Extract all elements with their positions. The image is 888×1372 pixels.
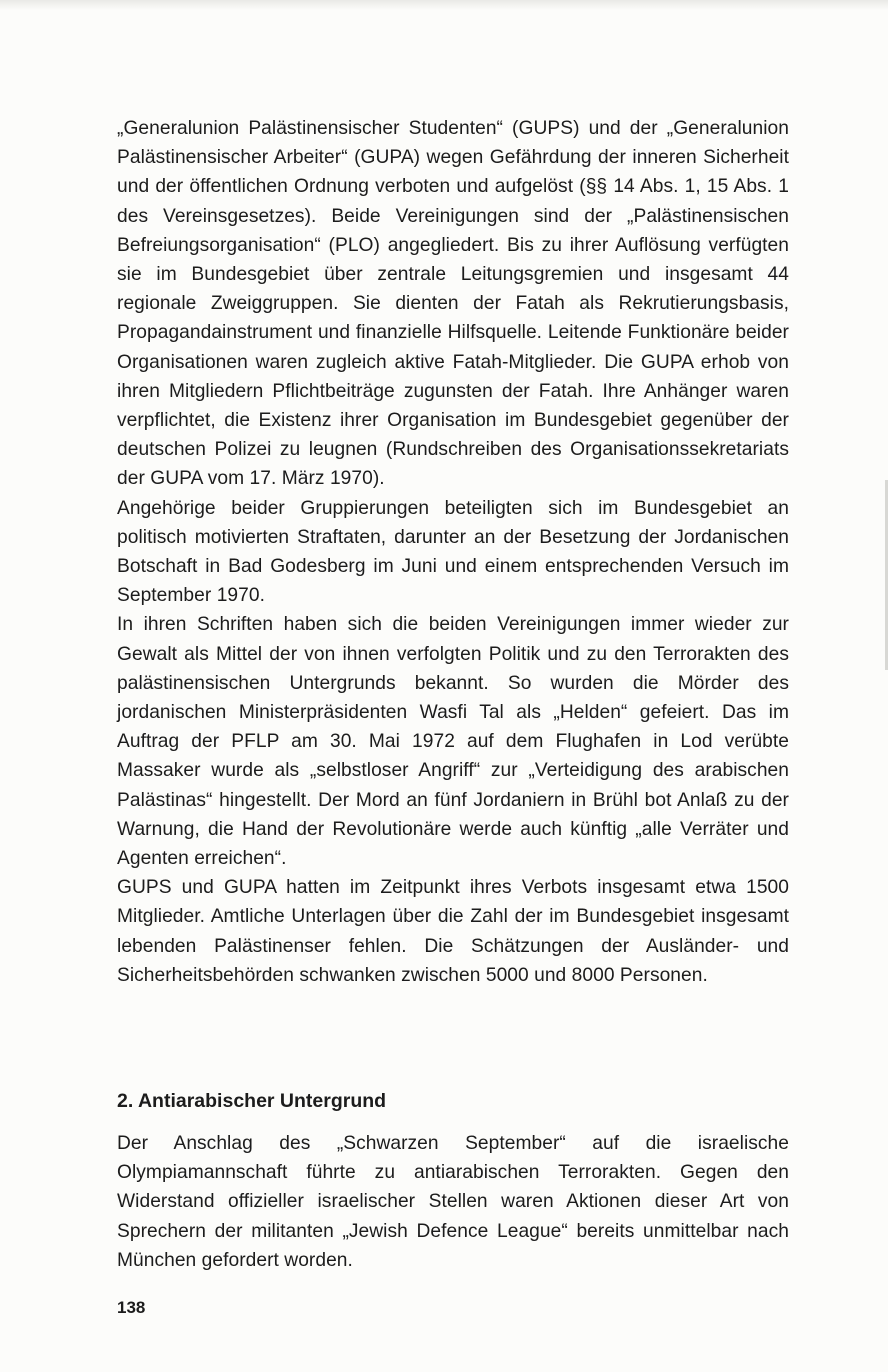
- page-number: 138: [117, 1298, 146, 1317]
- scan-edge-top: [0, 0, 888, 10]
- section-heading: 2. Antiarabischer Untergrund: [117, 1090, 387, 1112]
- paragraph-gups-gupa-ban: „Generalunion Palästinensischer Studenten“ (GUPS) und der „Generalunion Palästinensischer Arbeiter“ (GUPA) wegen Gefährdung der inneren Sicherheit und der öffentlichen Ordnung verboten und aufgelöst (§§ 14 Abs. 1, 15 Abs. 1 des Vereinsgesetzes). Beide Vereinigungen sind der „Palästinensischen Befreiungsorganisation“ (PLO) angegliedert. Bis zu ihrer Auflösung verfügten sie im Bundesgebiet über zentrale Leitungsgremien und insgesamt 44 regionale Zweiggruppen. Sie dienten der Fatah als Rekrutierungsbasis, Propagandainstrument und finanzielle Hilfsquelle. Leitende Funktionäre beider Organisationen waren zugleich aktive Fatah-Mitglieder. Die GUPA erhob von ihren Mitgliedern Pflichtbeiträge zugunsten der Fatah. Ihre Anhänger waren verpflichtet, die Existenz ihrer Organisation im Bundesgebiet gegenüber der deutschen Polizei zu leugnen (Rundschreiben des Organisationssekretariats der GUPA vom 17. März 1970).: [117, 118, 789, 490]
- paragraph-anti-arab: Der Anschlag des „Schwarzen September“ auf die israelische Olympiamannschaft führte zu antiarabischen Terrorakten. Gegen den Widerstand offizieller israelischer Stellen waren Aktionen dieser Art von Sprechern der militanten „Jewish Defence League“ bereits unmittelbar nach München gefordert worden.: [117, 1133, 789, 1271]
- paragraph-violence: In ihren Schriften haben sich die beiden Vereinigungen immer wieder zur Gewalt als Mittel der von ihnen verfolgten Politik und zu den Terrorakten des palästinensischen Untergrunds bekannt. So wurden die Mörder des jordanischen Ministerpräsidenten Wasfi Tal als „Helden“ gefeiert. Das im Auftrag der PFLP am 30. Mai 1972 auf dem Flughafen in Lod verübte Massaker wurde als „selbstloser Angriff“ zur „Verteidigung des arabischen Palästinas“ hingestellt. Der Mord an fünf Jordaniern in Brühl bot Anlaß zu der Warnung, die Hand der Revolutionäre werde auch künftig „alle Verräter und Agenten erreichen“.: [117, 614, 789, 870]
- paragraph-membership: GUPS und GUPA hatten im Zeitpunkt ihres Verbots insgesamt etwa 1500 Mitglieder. Amtliche Unterlagen über die Zahl der im Bundesgebiet insgesamt lebenden Palästinenser fehlen. Die Schätzungen der Ausländer- und Sicherheitsbehörden schwanken zwischen 5000 und 8000 Personen.: [117, 877, 789, 986]
- body-text: [117, 114, 789, 990]
- paragraph-criminal-acts: Angehörige beider Gruppierungen beteiligten sich im Bundesgebiet an politisch motivierten Straftaten, darunter an der Besetzung der Jordanischen Botschaft in Bad Godesberg im Juni und einem entsprechenden Versuch im September 1970.: [117, 497, 789, 607]
- section-body: [117, 1129, 789, 1275]
